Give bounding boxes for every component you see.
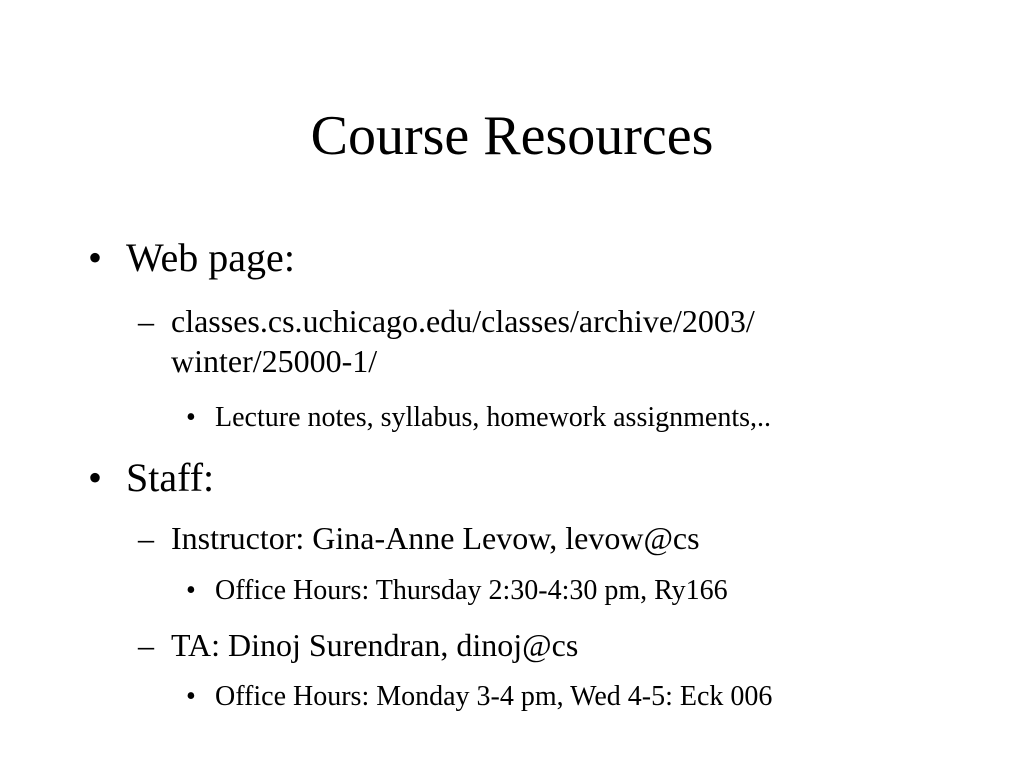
sub-sub-item-text: Office Hours: Thursday 2:30-4:30 pm, Ry166: [215, 575, 728, 606]
dash-marker: –: [138, 520, 154, 556]
sub-sub-item-text: Lecture notes, syllabus, homework assignments,..: [215, 402, 772, 433]
bullet-text: Web page:: [126, 235, 295, 280]
bullet-text: Staff:: [126, 455, 215, 500]
sub-item-text: classes.cs.uchicago.edu/classes/archive/2003/ winter/25000-1/: [171, 303, 755, 379]
sub-sub-item-text: Office Hours: Monday 3-4 pm, Wed 4-5: Eck 006: [215, 681, 773, 712]
sub-sub-item-instructor-hours: [186, 574, 728, 608]
sub-item-text: Instructor: Gina-Anne Levow, levow@cs: [171, 520, 700, 556]
dash-marker: –: [138, 303, 154, 339]
sub-sub-item-ta-hours: [186, 680, 772, 714]
sub-item-instructor: [138, 518, 911, 558]
sub-sub-item-web-contents: [186, 401, 771, 435]
bullet-marker: •: [186, 402, 196, 433]
slide-title: Course Resources: [310, 105, 714, 167]
sub-item-web-url: [138, 301, 911, 381]
bullet-item-web-page: [88, 234, 295, 282]
sub-item-ta: [138, 625, 911, 665]
sub-item-text: TA: Dinoj Surendran, dinoj@cs: [171, 627, 579, 663]
bullet-marker: •: [88, 235, 103, 280]
bullet-marker: •: [186, 575, 196, 606]
bullet-marker: •: [88, 455, 103, 500]
bullet-item-staff: [88, 454, 214, 502]
dash-marker: –: [138, 627, 154, 663]
bullet-marker: •: [186, 681, 196, 712]
